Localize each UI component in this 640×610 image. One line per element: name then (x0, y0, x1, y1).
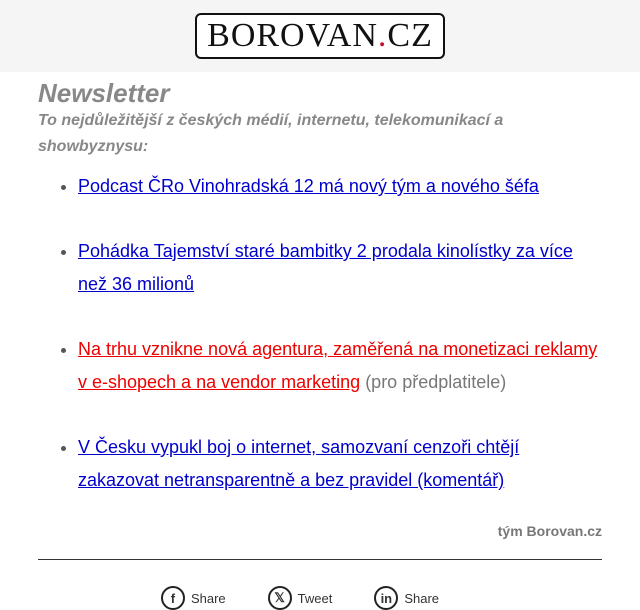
header (0, 0, 640, 72)
linkedin-share-button[interactable] (374, 586, 439, 610)
logo-tld: CZ (387, 17, 433, 54)
x-tweet-button[interactable] (268, 586, 333, 610)
news-link[interactable]: Pohádka Tajemství staré bambitky 2 prodala kinolístky za více než 36 milionů (78, 241, 573, 294)
page-subtitle: To nejdůležitější z českých médií, internetu, telekomunikací a showbyznysu: (38, 112, 504, 155)
list-item (78, 170, 602, 203)
news-link[interactable]: Podcast ČRo Vinohradská 12 má nový tým a nového šéfa (78, 176, 539, 196)
linkedin-share-label: Share (404, 590, 440, 606)
page-title: Newsletter (38, 78, 170, 108)
x-tweet-label: Tweet (297, 590, 333, 606)
x-icon: 𝕏 (268, 586, 292, 610)
list-item (78, 235, 602, 301)
linkedin-icon: in (374, 586, 398, 610)
borovan-logo[interactable] (195, 13, 445, 59)
news-link[interactable]: V Česku vypukl boj o internet, samozvaní cenzoři chtějí zakazovat netransparentně a bez pravidel (komentář) (78, 437, 520, 490)
news-link-premium[interactable]: Na trhu vznikne nová agentura, zaměřená na monetizaci reklamy v e-shopech a na vendor marketing (78, 339, 598, 392)
divider (38, 559, 602, 560)
list-item (78, 333, 602, 399)
news-list (38, 170, 602, 497)
newsletter-content (0, 72, 640, 610)
share-bar (0, 586, 602, 610)
logo-text: BOROVAN (207, 17, 378, 54)
facebook-icon: f (161, 586, 185, 610)
signature: tým Borovan.cz (497, 523, 602, 539)
subscriber-note: (pro předplatitele) (365, 372, 507, 392)
facebook-share-button[interactable] (161, 586, 226, 610)
list-item (78, 431, 602, 497)
logo-dot: . (377, 17, 388, 54)
facebook-share-label: Share (190, 590, 226, 606)
